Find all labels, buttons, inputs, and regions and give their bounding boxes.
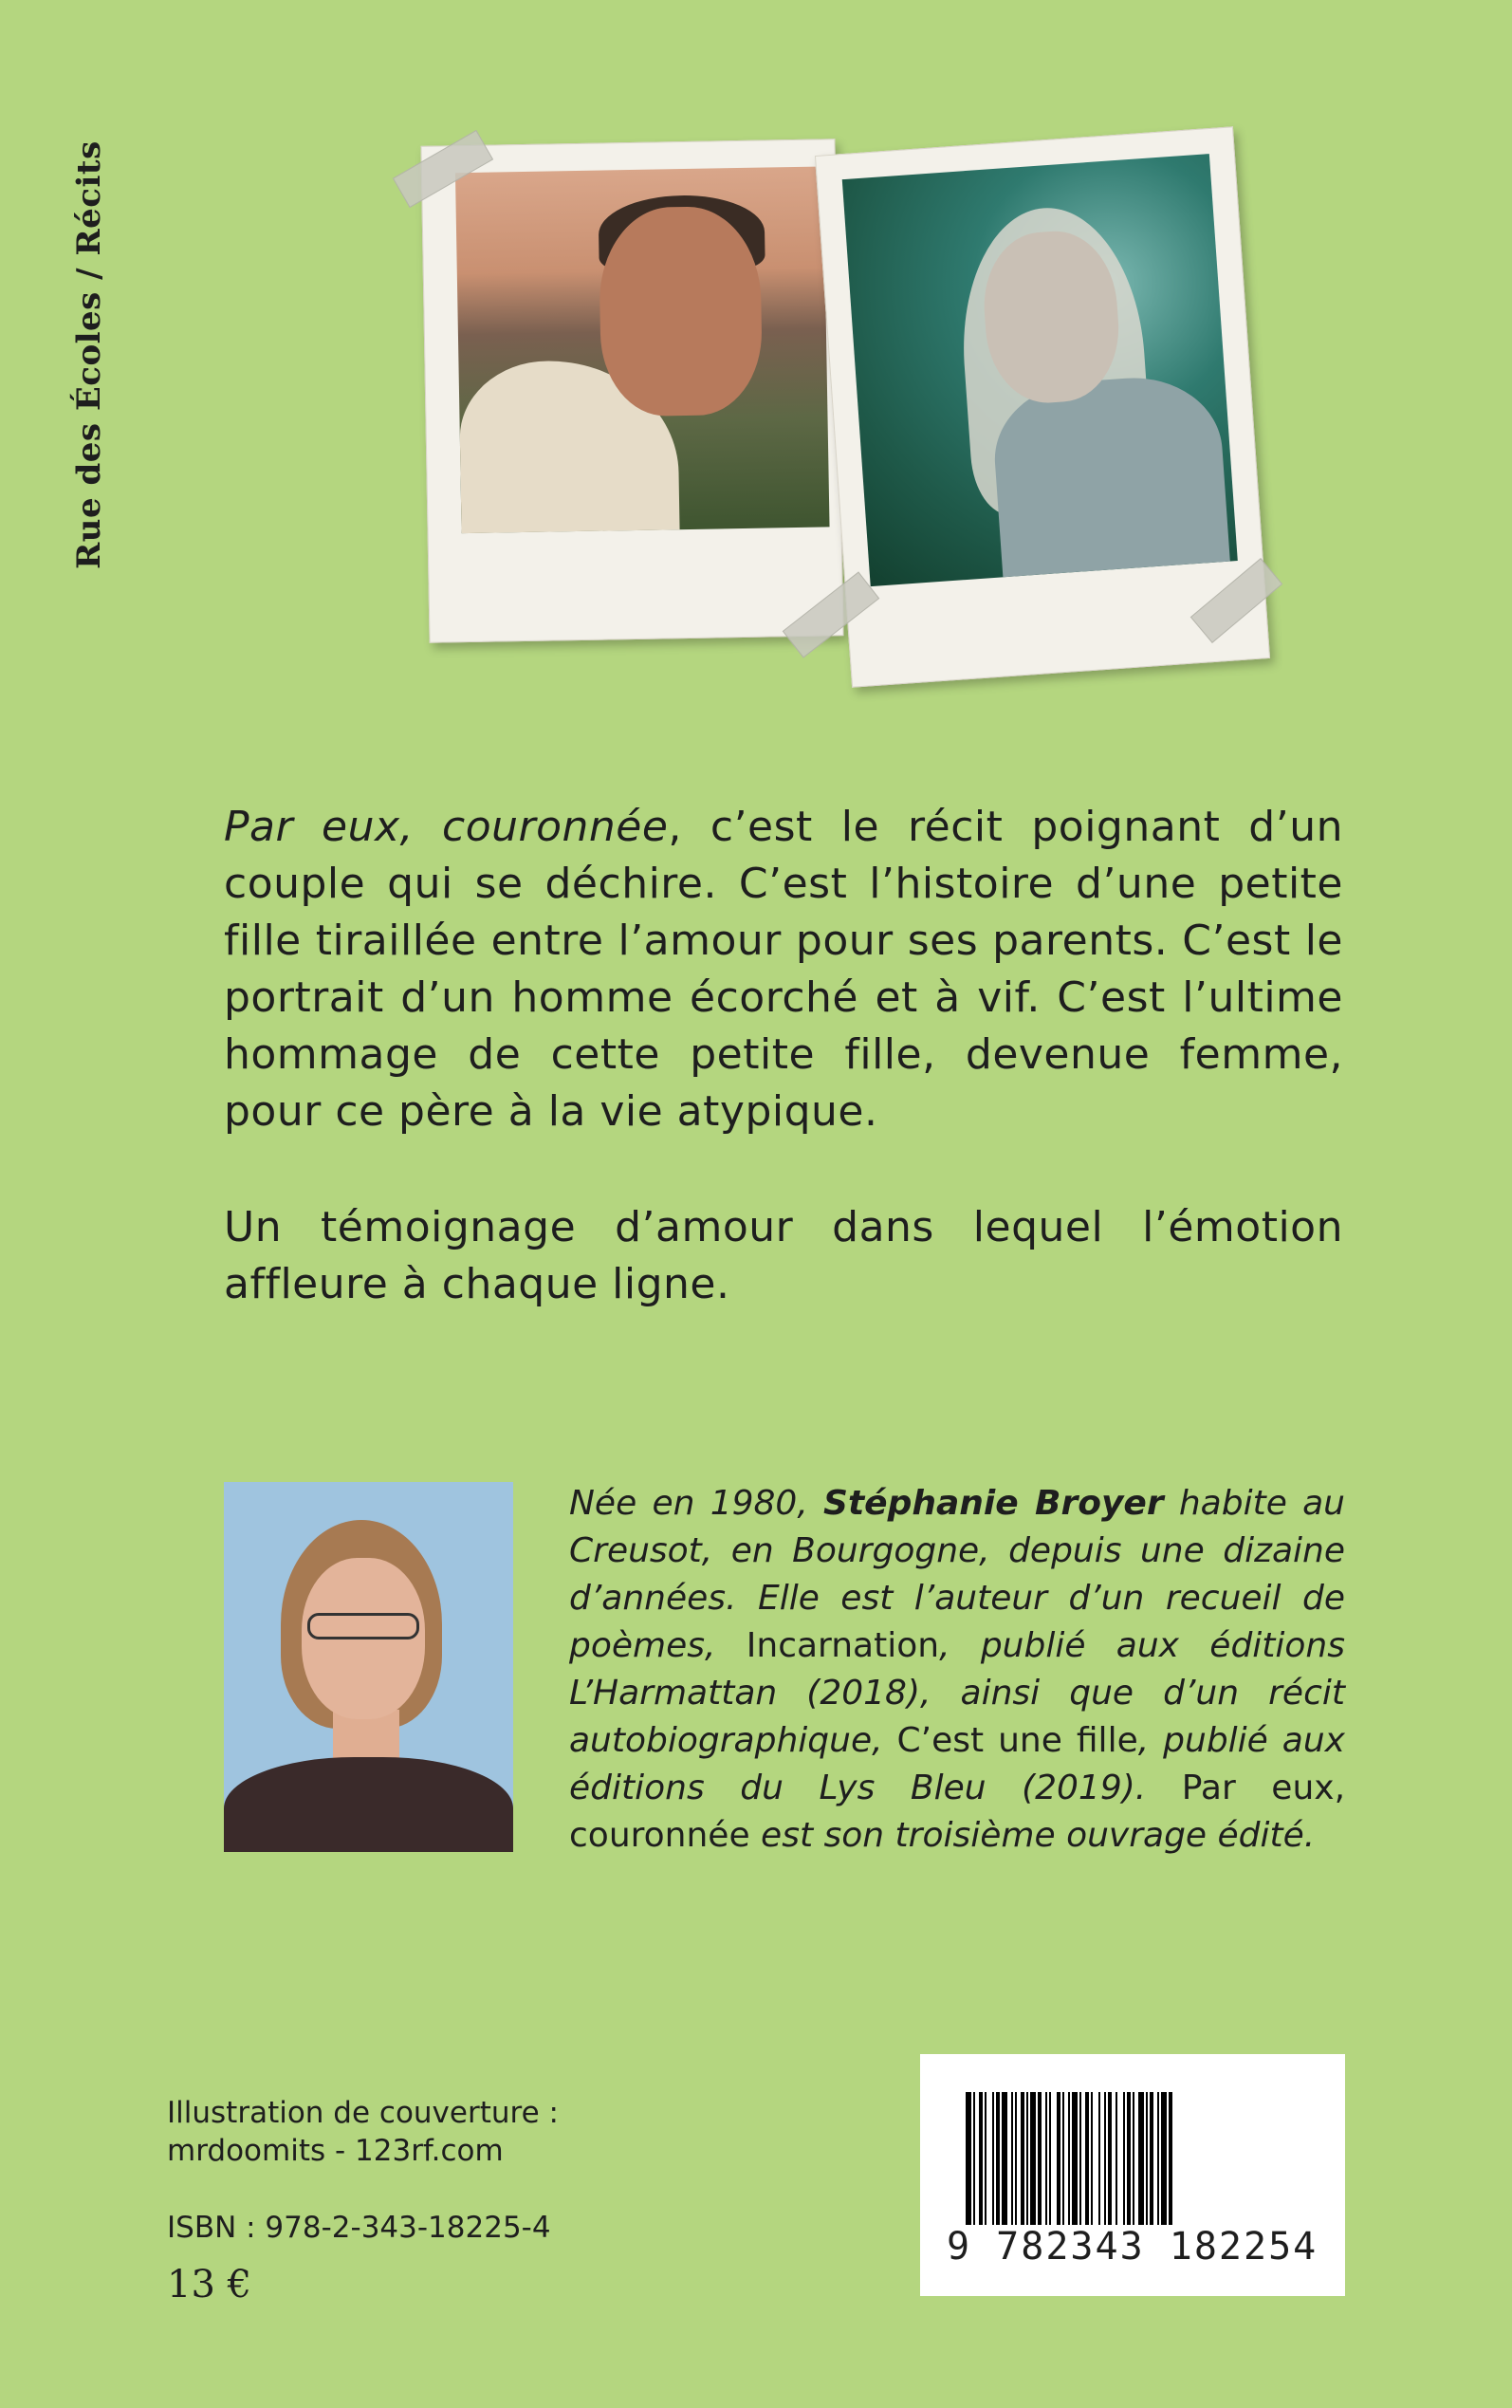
barcode-bar [1091, 2092, 1093, 2225]
barcode-bar [1085, 2092, 1089, 2225]
cover-credits [167, 2094, 559, 2170]
author-bio [569, 1480, 1345, 1860]
barcode-bar [996, 2092, 1000, 2225]
bio-text: , publié aux éditions L’Harmattan (2018), ainsi que d’un récit autobiographique, [569, 1626, 1346, 1760]
barcode-bar [1150, 2092, 1153, 2225]
barcode-bar [1038, 2092, 1042, 2225]
barcode-bar [1123, 2092, 1125, 2225]
bio-text: habite au Creusot, en Bourgogne, depuis une dizaine d’années. Elle est l’auteur d’un recueil de poèmes, [569, 1484, 1345, 1665]
blurb-paragraph-1 [224, 799, 1343, 1140]
isbn: ISBN : 978-2-343-18225-4 [167, 2211, 551, 2245]
barcode-bar [1116, 2092, 1117, 2225]
photo-woman [842, 154, 1238, 586]
barcode-bar [1015, 2092, 1017, 2225]
spine-collection-label: Rue des Écoles / Récits [70, 140, 108, 569]
blurb-title: Par eux, couronnée [224, 803, 669, 851]
barcode-bar [1161, 2092, 1167, 2225]
barcode-bar [1138, 2092, 1144, 2225]
photo-man [455, 166, 830, 533]
barcode-bar [1030, 2092, 1036, 2225]
barcode-bar [1157, 2092, 1159, 2225]
blurb-text [224, 799, 1343, 1372]
blurb-paragraph-2: Un témoignage d’amour dans lequel l’émotion affleure à chaque ligne. [224, 1203, 1343, 1308]
polaroid-photo-woman [815, 126, 1270, 687]
barcode-bar [1133, 2092, 1134, 2225]
bio-text: est son troisième ouvrage édité. [749, 1816, 1316, 1855]
barcode-bar [966, 2092, 971, 2225]
barcode-bar [973, 2092, 975, 2225]
polaroid-photo-man [420, 139, 843, 643]
barcode-bar [1146, 2092, 1148, 2225]
barcode-bar [1049, 2092, 1051, 2225]
barcode-bar [992, 2092, 994, 2225]
price: 13 € [167, 2263, 252, 2306]
book-title: C’est une fille [896, 1721, 1138, 1760]
barcode-bar [1104, 2092, 1106, 2225]
barcode-bar [985, 2092, 986, 2225]
barcode-bar [1045, 2092, 1047, 2225]
barcode-bar [1011, 2092, 1013, 2225]
book-title: Par eux, couronnée [569, 1769, 1346, 1855]
barcode-bar [1057, 2092, 1060, 2225]
barcode-bar [1072, 2092, 1078, 2225]
barcode-bar [1108, 2092, 1112, 2225]
barcode-bar [1062, 2092, 1064, 2225]
barcode-bar [1068, 2092, 1070, 2225]
credits-line-1: Illustration de couverture : [167, 2096, 559, 2130]
barcode-bar [979, 2092, 983, 2225]
barcode-bar [1127, 2092, 1131, 2225]
barcode-bar [1079, 2092, 1081, 2225]
author-photo [224, 1482, 513, 1852]
author-name: Stéphanie Broyer [823, 1484, 1164, 1523]
barcode-number: 9 782343 182254 [947, 2225, 1318, 2269]
barcode-bar [1021, 2092, 1024, 2225]
bio-text: Née en 1980, [569, 1484, 824, 1523]
barcode [920, 2054, 1345, 2296]
blurb-p1-body: , c’est le récit poignant d’un couple qui se déchire. C’est l’histoire d’une petite fille tiraillée entre l’amour pour ses parents. C’est le portrait d’un homme écorché et à vif. C’est l’ultime hommage de cette petite fille, devenue femme, pour ce père à la vie atypique. [224, 803, 1343, 1136]
bio-text: , publié aux éditions du Lys Bleu (2019). [569, 1721, 1345, 1807]
barcode-bar [1026, 2092, 1028, 2225]
book-title: Incarnation [746, 1626, 940, 1665]
barcode-bar [1169, 2092, 1172, 2225]
barcode-bar [1098, 2092, 1100, 2225]
credits-line-2: mrdoomits - 123rf.com [167, 2134, 504, 2168]
barcode-bars [966, 2092, 1300, 2225]
barcode-bar [1002, 2092, 1007, 2225]
